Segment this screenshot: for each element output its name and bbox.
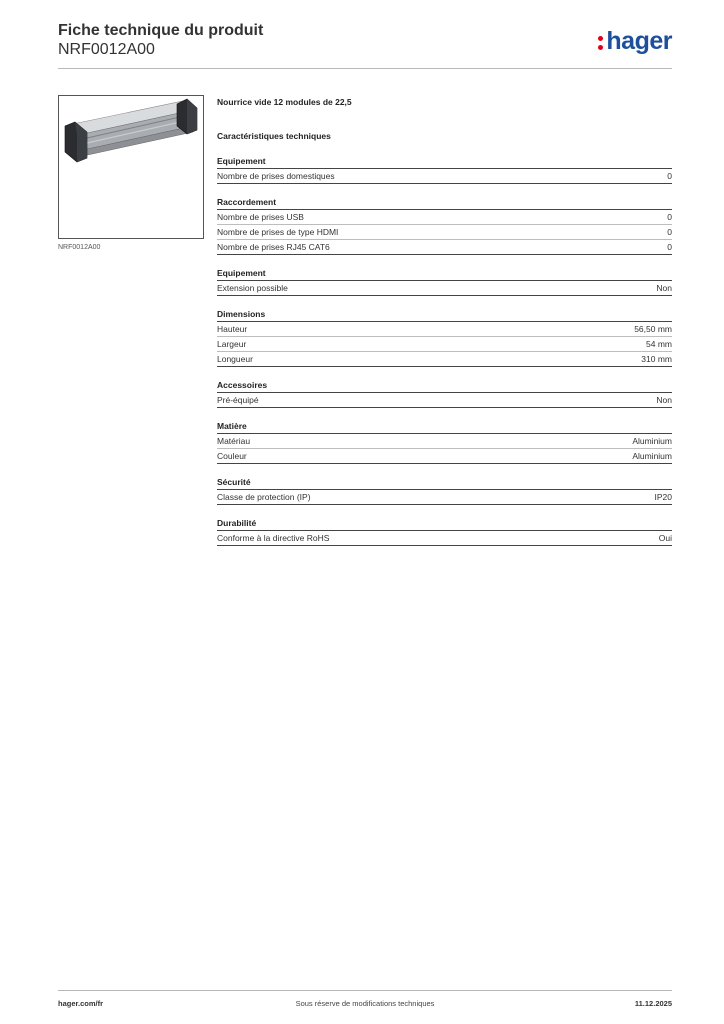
spec-group xyxy=(217,420,672,464)
spec-group-title: Equipement xyxy=(217,155,672,169)
spec-row xyxy=(217,352,672,367)
spec-label: Nombre de prises USB xyxy=(217,212,304,222)
spec-row xyxy=(217,225,672,240)
footer-date: 11.12.2025 xyxy=(634,999,672,1008)
spec-row xyxy=(217,449,672,464)
hager-logo xyxy=(598,26,672,56)
spec-value: 0 xyxy=(667,227,672,237)
spec-group xyxy=(217,196,672,255)
spec-group-title: Durabilité xyxy=(217,517,672,531)
spec-row xyxy=(217,169,672,184)
page-header xyxy=(58,22,672,69)
spec-label: Classe de protection (IP) xyxy=(217,492,311,502)
spec-value: 56,50 mm xyxy=(634,324,672,334)
spec-group-title: Sécurité xyxy=(217,476,672,490)
spec-value: IP20 xyxy=(654,492,672,502)
spec-group xyxy=(217,155,672,184)
spec-row xyxy=(217,322,672,337)
page-footer xyxy=(58,990,672,1013)
spec-row xyxy=(217,434,672,449)
spec-group-title: Dimensions xyxy=(217,308,672,322)
spec-label: Matériau xyxy=(217,436,251,446)
spec-label: Largeur xyxy=(217,339,247,349)
spec-value: Oui xyxy=(658,533,672,543)
spec-label: Hauteur xyxy=(217,324,248,334)
footer-disclaimer: Sous réserve de modifications techniques xyxy=(295,999,435,1008)
spec-content xyxy=(217,95,672,546)
spec-group xyxy=(217,308,672,367)
spec-value: 54 mm xyxy=(646,339,672,349)
spec-label: Pré-équipé xyxy=(217,395,259,405)
spec-value: 0 xyxy=(667,171,672,181)
spec-label: Extension possible xyxy=(217,283,288,293)
footer-website: hager.com/fr xyxy=(58,999,104,1008)
spec-label: Couleur xyxy=(217,451,247,461)
product-name: Nourrice vide 12 modules de 22,5 xyxy=(217,97,352,107)
logo-text: hager xyxy=(606,27,672,55)
spec-group-title: Raccordement xyxy=(217,196,672,210)
spec-row xyxy=(217,281,672,296)
spec-label: Conforme à la directive RoHS xyxy=(217,533,330,543)
characteristics-title: Caractéristiques techniques xyxy=(217,131,331,141)
spec-label: Nombre de prises de type HDMI xyxy=(217,227,339,237)
spec-group xyxy=(217,517,672,546)
spec-group xyxy=(217,267,672,296)
spec-group-title: Matière xyxy=(217,420,672,434)
spec-value: Non xyxy=(656,395,672,405)
spec-row xyxy=(217,337,672,352)
spec-groups xyxy=(217,155,672,546)
spec-row xyxy=(217,240,672,255)
spec-label: Longueur xyxy=(217,354,253,364)
document-title: Fiche technique du produit xyxy=(58,22,264,39)
spec-label: Nombre de prises RJ45 CAT6 xyxy=(217,242,330,252)
spec-group xyxy=(217,476,672,505)
logo-dots-icon xyxy=(598,26,604,56)
spec-row xyxy=(217,531,672,546)
product-reference: NRF0012A00 xyxy=(58,41,155,58)
spec-row xyxy=(217,210,672,225)
power-strip-illustration xyxy=(59,96,203,238)
spec-group xyxy=(217,379,672,408)
spec-value: Non xyxy=(656,283,672,293)
spec-value: 0 xyxy=(667,242,672,252)
spec-row xyxy=(217,393,672,408)
spec-value: 310 mm xyxy=(641,354,672,364)
image-caption: NRF0012A00 xyxy=(58,244,101,251)
product-image xyxy=(58,95,204,239)
spec-value: Aluminium xyxy=(632,451,672,461)
spec-row xyxy=(217,490,672,505)
spec-label: Nombre de prises domestiques xyxy=(217,171,335,181)
spec-group-title: Equipement xyxy=(217,267,672,281)
spec-value: Aluminium xyxy=(632,436,672,446)
spec-group-title: Accessoires xyxy=(217,379,672,393)
spec-value: 0 xyxy=(667,212,672,222)
